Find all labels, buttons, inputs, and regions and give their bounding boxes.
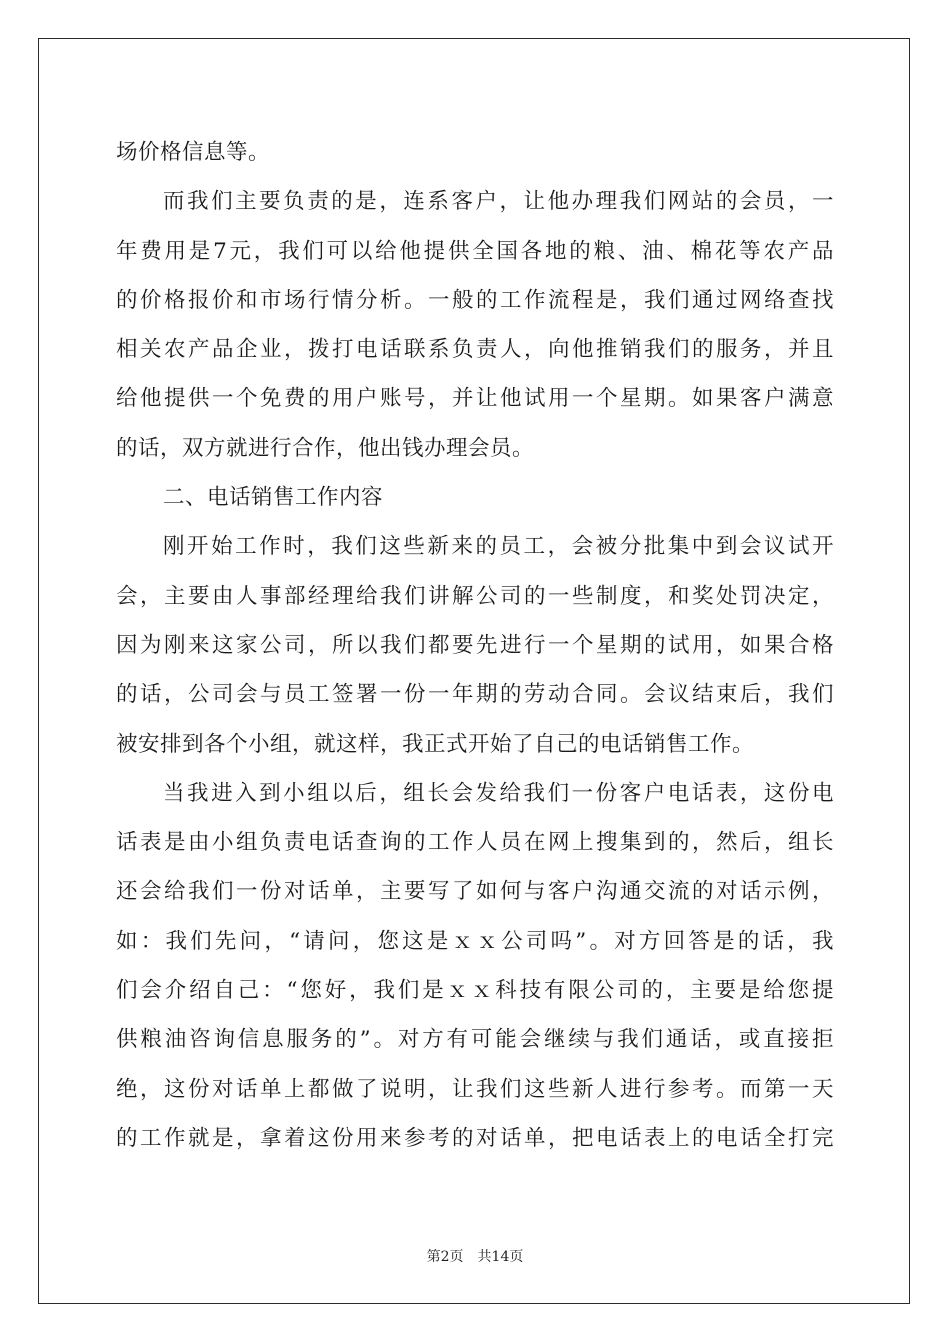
text-line: 会，主要由人事部经理给我们讲解公司的一些制度，和奖处罚决定， (116, 583, 834, 609)
page-number-current: 第2页 (426, 1249, 464, 1265)
text-line: 话表是由小组负责电话查询的工作人员在网上搜集到的，然后，组长 (116, 830, 834, 856)
text-line: 还会给我们一份对话单，主要写了如何与客户沟通交流的对话示例， (116, 879, 834, 905)
page-footer (0, 1246, 950, 1266)
text-line: 绝，这份对话单上都做了说明，让我们这些新人进行参考。而第一天 (116, 1076, 834, 1102)
text-line: 如：我们先问，“请问，您这是ｘｘ公司吗”。对方回答是的话，我 (116, 928, 834, 954)
text-line: 因为刚来这家公司，所以我们都要先进行一个星期的试用，如果合格 (116, 632, 834, 658)
paragraph-start-line: 而我们主要负责的是，连系客户，让他办理我们网站的会员，一 (163, 189, 834, 215)
text-line: 的话，双方就进行合作，他出钱办理会员。 (116, 435, 535, 461)
text-line: 相关农产品企业，拨打电话联系负责人，向他推销我们的服务，并且 (116, 337, 834, 363)
text-line: 供粮油咨询信息服务的”。对方有可能会继续与我们通话，或直接拒 (116, 1027, 834, 1053)
paragraph-start-line: 刚开始工作时，我们这些新来的员工，会被分批集中到会议试开 (163, 534, 834, 560)
text-line: 给他提供一个免费的用户账号，并让他试用一个星期。如果客户满意 (116, 386, 834, 412)
text-line: 被安排到各个小组，就这样，我正式开始了自己的电话销售工作。 (116, 731, 755, 757)
text-line: 场价格信息等。 (116, 140, 271, 165)
text-line: 的价格报价和市场行情分析。一般的工作流程是，我们通过网络查找 (116, 287, 834, 313)
text-line: 们会介绍自己：“您好，我们是ｘｘ科技有限公司的，主要是给您提 (116, 978, 834, 1004)
text-line: 年费用是7元，我们可以给他提供全国各地的粮、油、棉花等农产品 (116, 238, 834, 264)
section-heading: 二、电话销售工作内容 (163, 485, 384, 511)
document-body (116, 128, 834, 1163)
paragraph-start-line: 当我进入到小组以后，组长会发给我们一份客户电话表，这份电 (163, 780, 834, 806)
text-line: 的工作就是，拿着这份用来参考的对话单，把电话表上的电话全打完 (116, 1125, 834, 1151)
page-number-total: 共14页 (477, 1249, 524, 1265)
text-line: 的话，公司会与员工签署一份一年期的劳动合同。会议结束后，我们 (116, 682, 834, 708)
